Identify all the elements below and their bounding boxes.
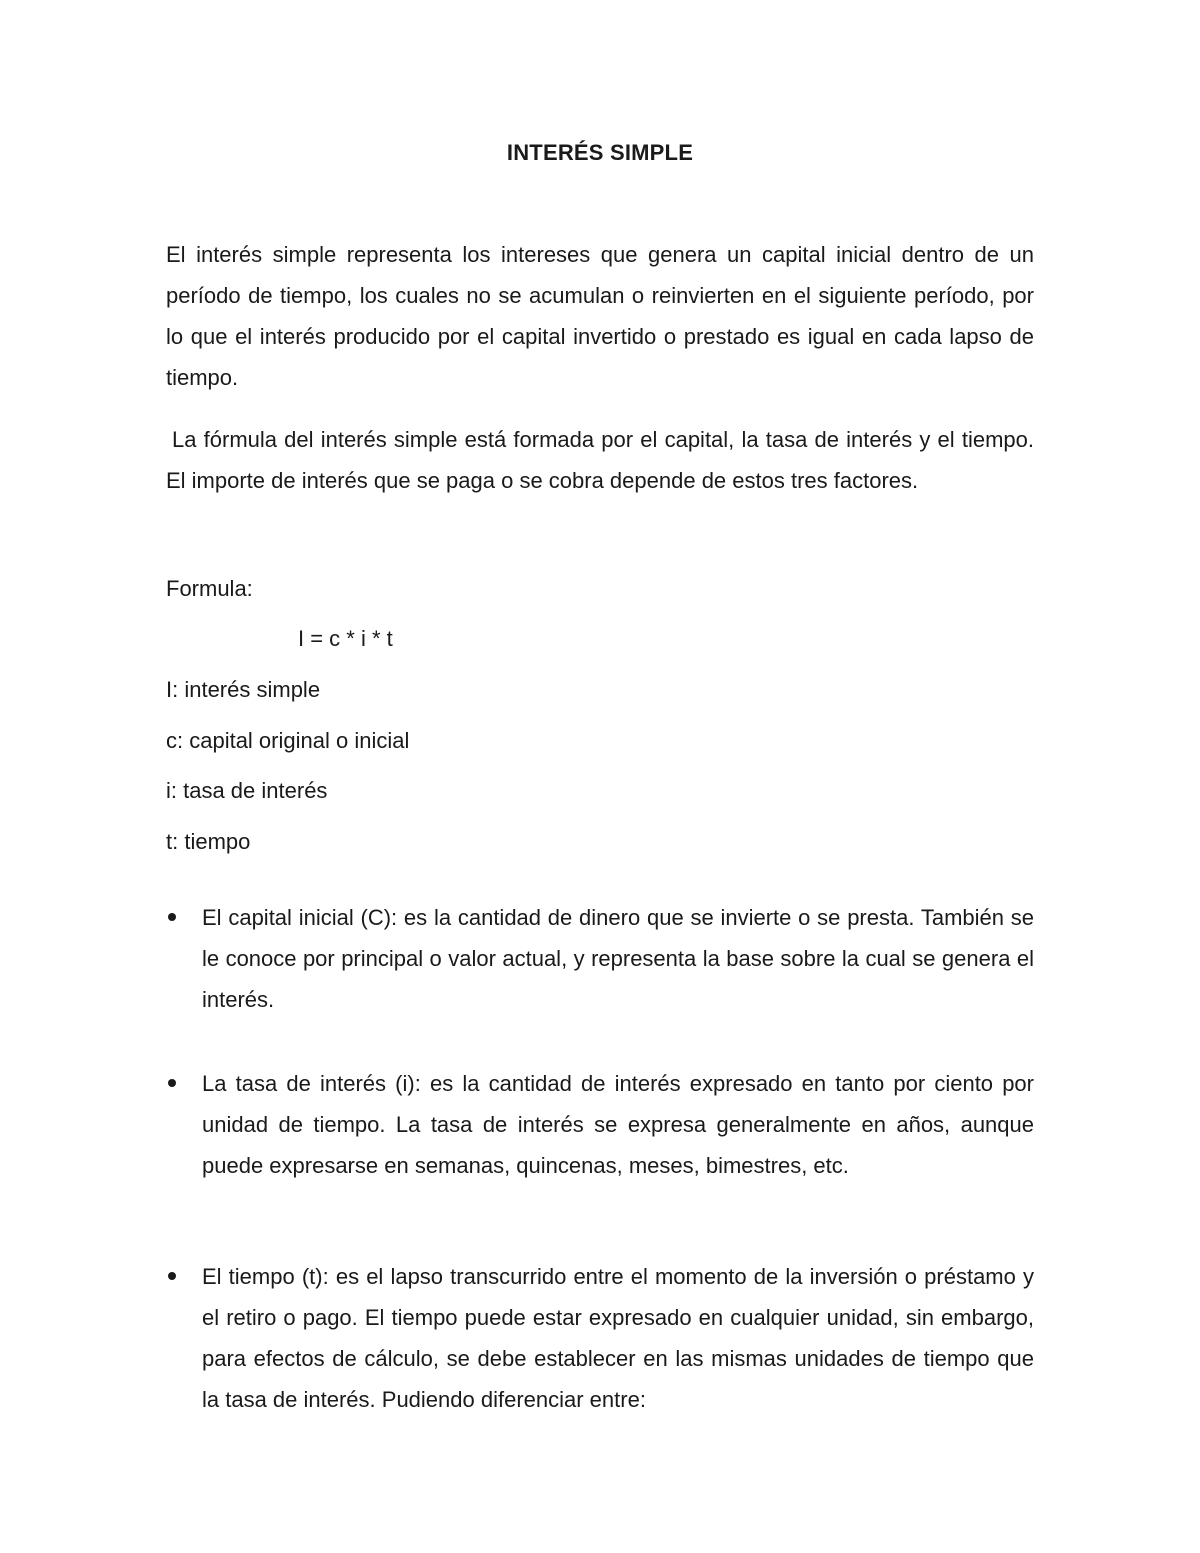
bullet-icon <box>168 1079 176 1087</box>
definition-item: I: interés simple <box>166 677 321 702</box>
formula-label: Formula: <box>166 576 253 601</box>
formula-expression: I = c * i * t <box>298 626 393 651</box>
definition-item: c: capital original o inicial <box>166 728 410 753</box>
definition-item: t: tiempo <box>166 829 251 854</box>
bullet-icon <box>168 913 176 921</box>
definition-item: i: tasa de interés <box>166 778 328 803</box>
document-title: INTERÉS SIMPLE <box>506 140 694 165</box>
bullet-text: El capital inicial (C): es la cantidad de dinero que se invierte o se presta. También se le conoce por principal o valor actual, y representa la base sobre la cual se genera el interés. <box>202 905 1034 1012</box>
bullet-text: La tasa de interés (i): es la cantidad de interés expresado en tanto por ciento por unidad de tiempo. La tasa de interés se expresa generalmente en años, aunque puede expresarse en semanas, quincenas, meses, bimestres, etc. <box>202 1071 1034 1178</box>
paragraph-formula-intro: La fórmula del interés simple está formada por el capital, la tasa de interés y el tiempo. El importe de interés que se paga o se cobra depende de estos tres factores. <box>166 427 1034 493</box>
bullet-icon <box>168 1272 176 1280</box>
paragraph-definition: El interés simple representa los intereses que genera un capital inicial dentro de un período de tiempo, los cuales no se acumulan o reinvierten en el siguiente período, por lo que el interés producido por el capital invertido o prestado es igual en cada lapso de tiempo. <box>166 242 1034 390</box>
bullet-text: El tiempo (t): es el lapso transcurrido entre el momento de la inversión o préstamo y el retiro o pago. El tiempo puede estar expresado en cualquier unidad, sin embargo, para efectos de cálculo, se debe establecer en las mismas unidades de tiempo que la tasa de interés. Pudiendo diferenciar entre: <box>202 1264 1034 1412</box>
